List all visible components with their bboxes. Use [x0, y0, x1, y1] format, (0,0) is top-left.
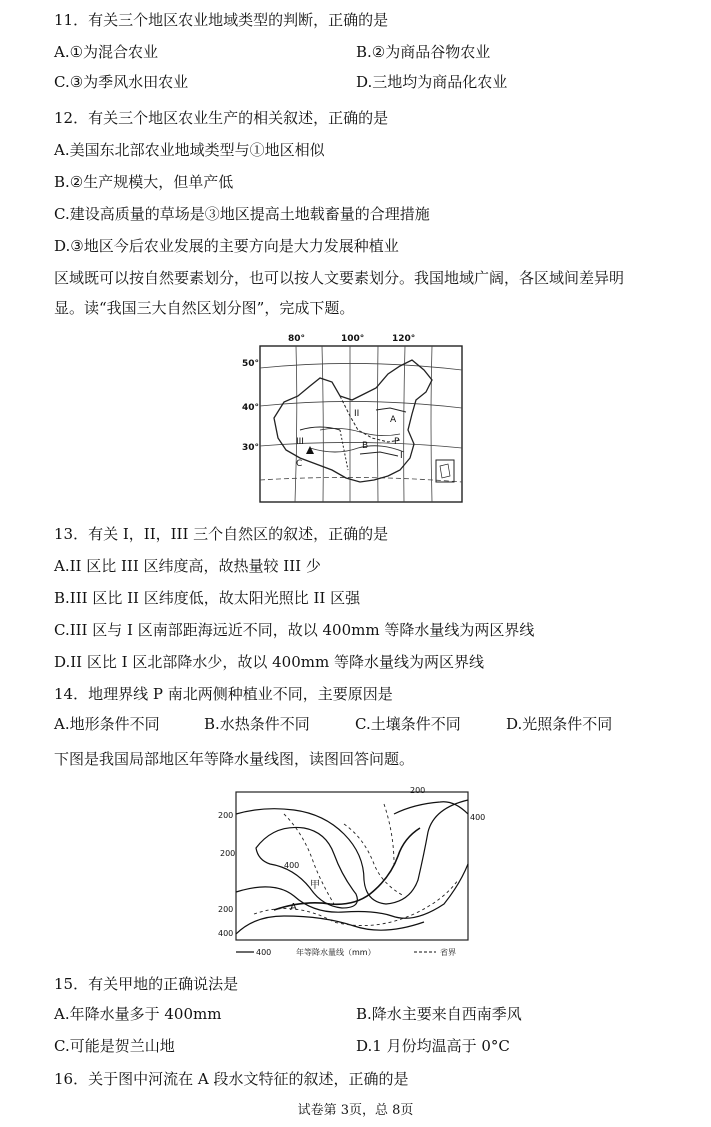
map1-lat-50: 50° — [242, 359, 260, 369]
q14-option-c: C.土壤条件不同 — [355, 715, 461, 733]
map1-label-b: B — [362, 441, 369, 451]
q11-option-d: D.三地均为商品化农业 — [356, 73, 508, 91]
map2-isoline-400-right: 400 — [470, 813, 486, 822]
map2-label-jia: 甲 — [310, 880, 320, 891]
q13-option-b: B.III 区比 II 区纬度低，故太阳光照比 II 区强 — [54, 589, 361, 607]
map1-lon-120: 120° — [392, 334, 416, 344]
natural-regions-map — [240, 330, 466, 506]
map2-legend-text: 年等降水量线（mm） — [296, 948, 376, 957]
q14-option-d: D.光照条件不同 — [506, 715, 613, 733]
intro1-line1: 区域既可以按自然要素划分，也可以按人文要素划分。我国地域广阔，各区域间差异明 — [54, 269, 625, 287]
map2-isoline-400-bottom: 400 — [218, 929, 234, 938]
q15-option-d: D.1 月份均温高于 0°C — [356, 1037, 510, 1055]
map1-region-i: I — [400, 451, 403, 461]
map1-lat-30: 30° — [242, 443, 260, 453]
page-footer: 试卷第 3页，总 8页 — [297, 1103, 414, 1118]
q11-stem: 11．有关三个地区农业地域类型的判断，正确的是 — [54, 11, 389, 29]
map2-isoline-200-lower: 200 — [218, 905, 234, 914]
q14-option-a: A.地形条件不同 — [54, 715, 160, 733]
q16-stem: 16．关于图中河流在 A 段水文特征的叙述，正确的是 — [54, 1070, 409, 1088]
intro2-text: 下图是我国局部地区年等降水量线图，读图回答问题。 — [54, 750, 415, 768]
q14-stem: 14．地理界线 P 南北两侧种植业不同，主要原因是 — [54, 685, 393, 703]
q13-option-a: A.II 区比 III 区纬度高，故热量较 III 少 — [54, 557, 321, 575]
map2-isoline-400-inner: 400 — [284, 861, 300, 870]
q13-stem: 13．有关 I，II，III 三个自然区的叙述，正确的是 — [54, 525, 389, 543]
q12-stem: 12．有关三个地区农业生产的相关叙述，正确的是 — [54, 109, 389, 127]
map1-label-c: C — [296, 459, 303, 469]
q11-option-c: C.③为季风水田农业 — [54, 73, 189, 91]
map2-isoline-200-mid: 200 — [220, 849, 236, 858]
q12-option-a: A.美国东北部农业地域类型与①地区相似 — [54, 141, 325, 159]
q11-option-a: A.①为混合农业 — [54, 43, 159, 61]
map2-isoline-200-left: 200 — [218, 811, 234, 820]
precipitation-map — [214, 784, 498, 962]
q15-option-c: C.可能是贺兰山地 — [54, 1037, 175, 1055]
q12-option-d: D.③地区今后农业发展的主要方向是大力发展种植业 — [54, 237, 399, 255]
map2-legend-border: 省界 — [440, 948, 456, 957]
map1-region-iii: III — [296, 437, 304, 447]
map1-lat-40: 40° — [242, 403, 260, 413]
intro1-line2: 显。读“我国三大自然区划分图”，完成下题。 — [54, 299, 355, 317]
q12-option-c: C.建设高质量的草场是③地区提高土地载畜量的合理措施 — [54, 205, 430, 223]
map1-region-ii: II — [354, 409, 360, 419]
map1-lon-80: 80° — [288, 334, 306, 344]
q15-option-a: A.年降水量多于 400mm — [54, 1005, 222, 1023]
map1-lon-100: 100° — [341, 334, 365, 344]
map2-label-a: A — [290, 902, 297, 913]
map2-legend-value: 400 — [256, 948, 272, 957]
q13-option-d: D.II 区比 I 区北部降水少，故以 400mm 等降水量线为两区界线 — [54, 653, 484, 671]
map1-label-a: A — [390, 415, 397, 425]
map1-label-p: P — [394, 437, 400, 447]
q15-stem: 15．有关甲地的正确说法是 — [54, 975, 239, 993]
q12-option-b: B.②生产规模大，但单产低 — [54, 173, 234, 191]
q15-option-b: B.降水主要来自西南季风 — [356, 1005, 522, 1023]
q14-option-b: B.水热条件不同 — [204, 715, 310, 733]
map2-isoline-200-top: 200 — [410, 786, 426, 795]
q11-option-b: B.②为商品谷物农业 — [356, 43, 491, 61]
q13-option-c: C.III 区与 I 区南部距海远近不同，故以 400mm 等降水量线为两区界线 — [54, 621, 535, 639]
